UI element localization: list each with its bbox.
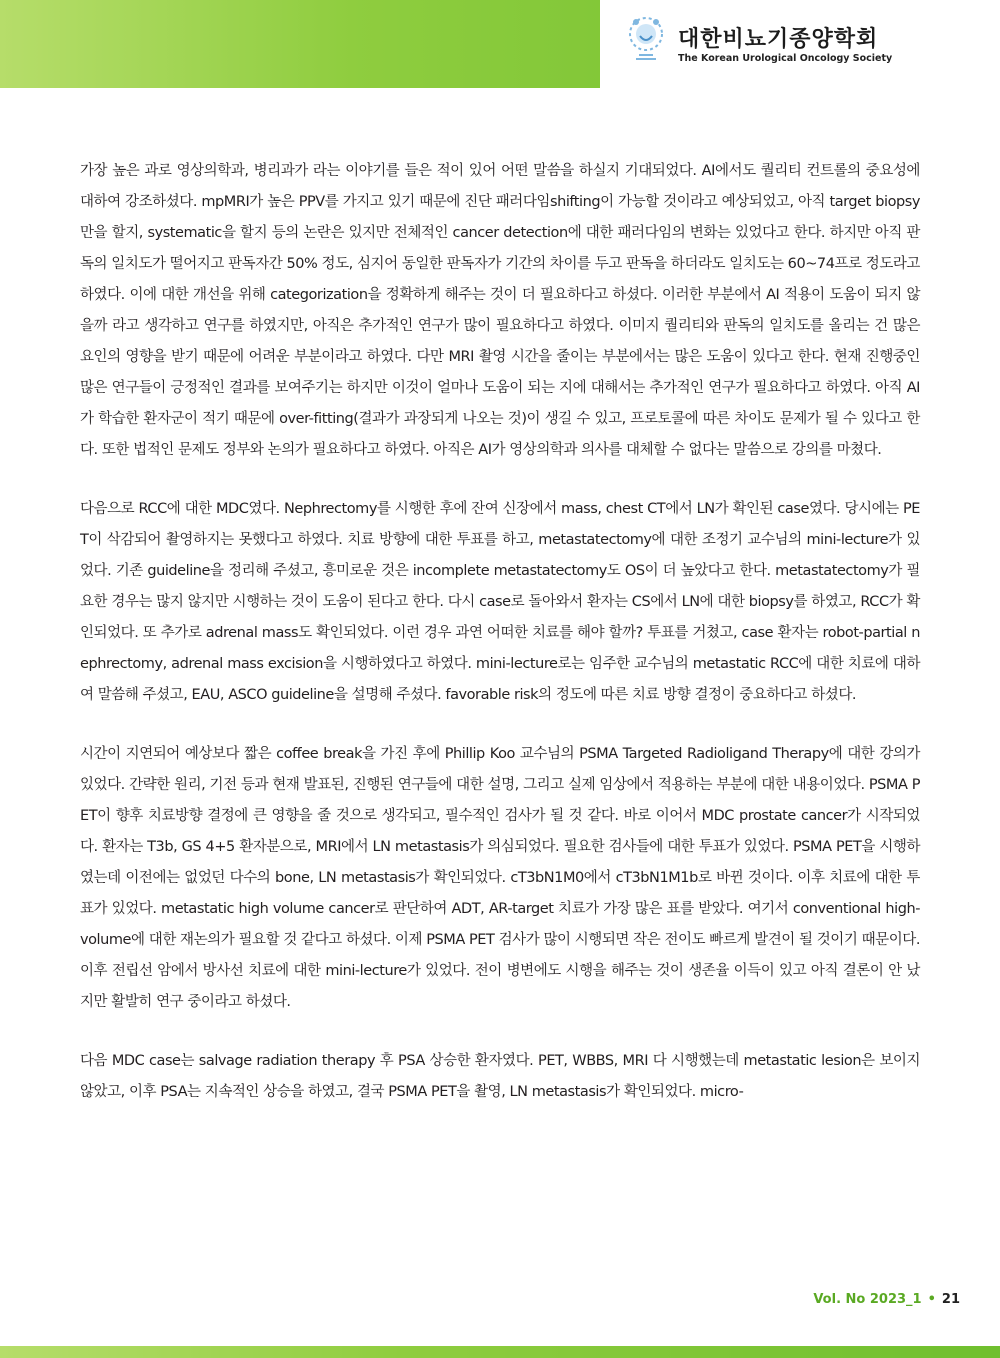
page-footer	[813, 1292, 960, 1307]
paragraph-mdc-salvage: 다음 MDC case는 salvage radiation therapy 후 PSA 상승한 환자였다. PET, WBBS, MRI 다 시행했는데 metastatic lesion은 보이지 않았고, 이후 PSA는 지속적인 상승을 하였고, 결국 PSMA PET을 촬영, LN metastasis가 확인되었다. micro-	[80, 1053, 920, 1100]
paragraph-ai-imaging: 가장 높은 과로 영상의학과, 병리과가 라는 이야기를 들은 적이 있어 어떤 말씀을 하실지 기대되었다. AI에서도 퀄리티 컨트롤의 중요성에 대하여 강조하셨다. mpMRI가 높은 PPV를 가지고 있기 때문에 진단 패러다임shifting이 가능할 것이라고 예상되었고, 아직 target biopsy만을 할지, systematic을 할지 등의 논란은 있지만 전체적인 cancer detection에 대한 패러다임의 변화는 있었다고 한다. 하지만 아직 판독의 일치도가 떨어지고 판독자간 50% 정도, 심지어 동일한 판독자가 기간의 차이를 두고 판독을 하더라도 일치도는 60~74프로 정도라고 하였다. 이에 대한 개선을 위해 categorization을 정확하게 해주는 것이 더 필요하다고 하셨다. 이러한 부분에서 AI 적용이 도움이 되지 않을까 라고 생각하고 연구를 하였지만, 아직은 추가적인 연구가 많이 필요하다고 하였다. 이미지 퀄리티와 판독의 일치도를 올리는 건 많은 요인의 영향을 받기 때문에 어려운 부분이라고 하였다. 다만 MRI 촬영 시간을 줄이는 부분에서는 많은 도움이 있다고 한다. 현재 진행중인 많은 연구들이 긍정적인 결과를 보여주기는 하지만 이것이 얼마나 도움이 되는 지에 대해서는 추가적인 연구가 필요하다고 하였다. 아직 AI가 학습한 환자군이 적기 때문에 over-fitting(결과가 과장되게 나오는 것)이 생길 수 있고, 프로토콜에 따른 차이도 문제가 될 수 있다고 한다. 또한 법적인 문제도 정부와 논의가 필요하다고 하였다. 아직은 AI가 영상의학과 의사를 대체할 수 없다는 말씀으로 강의를 마쳤다.	[80, 163, 920, 458]
footer-separator: •	[927, 1292, 936, 1307]
page-number: 21	[941, 1292, 960, 1307]
society-emblem-icon	[626, 14, 666, 66]
society-name-korean: 대한비뇨기종양학회	[678, 27, 879, 52]
bottom-band	[0, 1346, 1000, 1358]
society-logo	[600, 0, 1000, 88]
article-body	[80, 156, 920, 1136]
volume-label: Vol. No 2023_1	[813, 1292, 922, 1307]
society-name-english: The Korean Urological Oncology Society	[678, 53, 893, 64]
paragraph-rcc-mdc: 다음으로 RCC에 대한 MDC였다. Nephrectomy를 시행한 후에 잔여 신장에서 mass, chest CT에서 LN가 확인된 case였다. 당시에는 PET이 삭감되어 촬영하지는 못했다고 하였다. 치료 방향에 대한 투표를 하고, metastatectomy에 대한 조정기 교수님의 mini-lecture가 있었다. 기존 guideline을 정리해 주셨고, 흥미로운 것은 incomplete metastatectomy도 OS이 더 높았다고 한다. metastatectomy가 필요한 경우는 많지 않지만 시행하는 것이 도움이 된다고 한다. 다시 case로 돌아와서 환자는 CS에서 LN에 대한 biopsy를 하였고, RCC가 확인되었다. 또 추가로 adrenal mass도 확인되었다. 이런 경우 과연 어떠한 치료를 해야 할까? 투표를 거쳤고, case 환자는 robot-partial nephrectomy, adrenal mass excision을 시행하였다고 하였다. mini-lecture로는 임주한 교수님의 metastatic RCC에 대한 치료에 대하여 말씀해 주셨고, EAU, ASCO guideline을 설명해 주셨다. favorable risk의 정도에 따른 치료 방향 결정이 중요하다고 하셨다.	[80, 501, 920, 703]
paragraph-psma-therapy: 시간이 지연되어 예상보다 짧은 coffee break을 가진 후에 Phillip Koo 교수님의 PSMA Targeted Radioligand Therapy에 대한 강의가 있었다. 간략한 원리, 기전 등과 현재 발표된, 진행된 연구들에 대한 설명, 그리고 실제 임상에서 적용하는 부분에 대한 내용이었다. PSMA PET이 향후 치료방향 결정에 큰 영향을 줄 것으로 생각되고, 필수적인 검사가 될 것 같다. 바로 이어서 MDC prostate cancer가 시작되었다. 환자는 T3b, GS 4+5 환자분으로, MRI에서 LN metastasis가 의심되었다. 필요한 검사들에 대한 투표가 있었다. PSMA PET을 시행하였는데 이전에는 없었던 다수의 bone, LN metastasis가 확인되었다. cT3bN1M0에서 cT3bN1M1b로 바뀐 것이다. 이후 치료에 대한 투표가 있었다. metastatic high volume cancer로 판단하여 ADT, AR-target 치료가 가장 많은 표를 받았다. 여기서 conventional high-volume에 대한 재논의가 필요할 것 같다고 하셨다. 이제 PSMA PET 검사가 많이 시행되면 작은 전이도 빠르게 발견이 될 것이기 때문이다. 이후 전립선 암에서 방사선 치료에 대한 mini-lecture가 있었다. 전이 병변에도 시행을 해주는 것이 생존율 이득이 있고 아직 결론이 안 났지만 활발히 연구 중이라고 하셨다.	[80, 746, 920, 1010]
